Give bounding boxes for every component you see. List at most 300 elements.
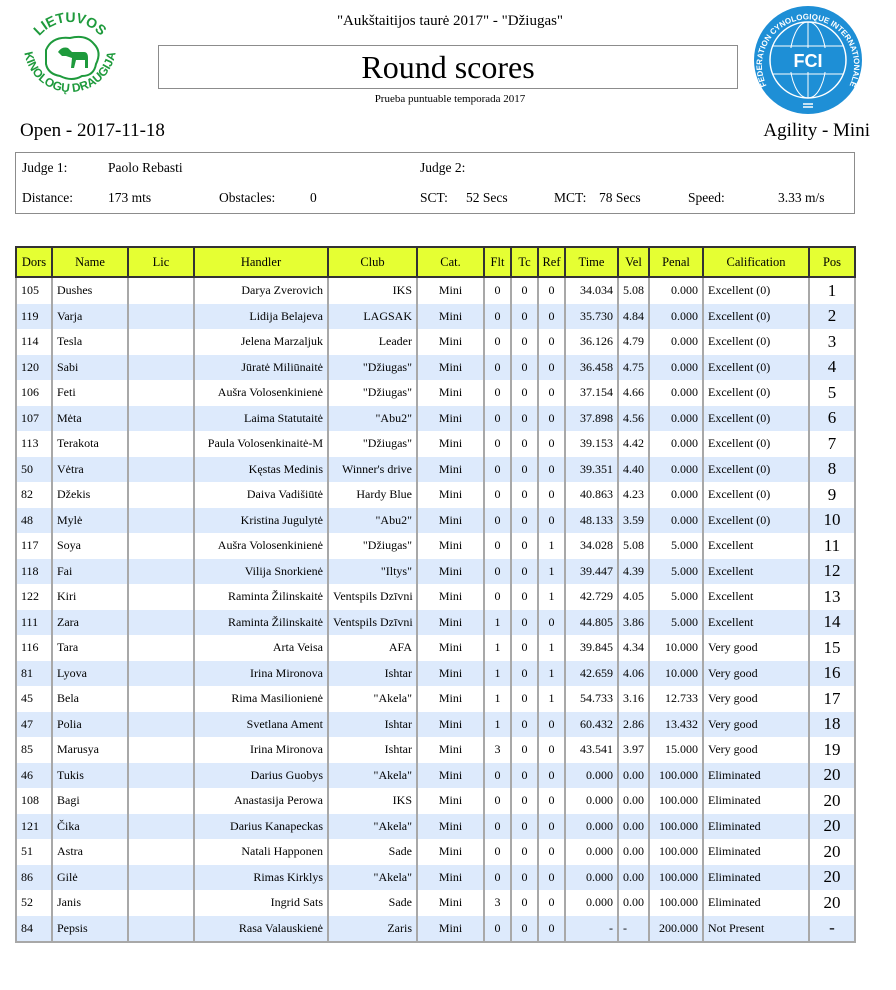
cell-handler: Arta Veisa <box>194 635 328 661</box>
cell-club: Sade <box>328 839 417 865</box>
cell-name: Marusya <box>52 737 128 763</box>
cell-flt: 0 <box>484 763 511 789</box>
cell-flt: 0 <box>484 865 511 891</box>
cell-club: Ventspils Dzīvni <box>328 610 417 636</box>
cell-calification: Excellent (0) <box>703 380 809 406</box>
cell-handler: Anastasija Perowa <box>194 788 328 814</box>
cell-vel: 2.86 <box>618 712 649 738</box>
column-header-time: Time <box>565 247 618 277</box>
cell-time: 37.154 <box>565 380 618 406</box>
cell-penal: 100.000 <box>649 839 703 865</box>
cell-handler: Vilija Snorkienė <box>194 559 328 585</box>
cell-ref: 0 <box>538 890 565 916</box>
cell-ref: 1 <box>538 584 565 610</box>
cell-time: 0.000 <box>565 890 618 916</box>
cell-cat: Mini <box>417 431 484 457</box>
cell-calification: Excellent (0) <box>703 329 809 355</box>
cell-tc: 0 <box>511 635 538 661</box>
cell-calification: Very good <box>703 686 809 712</box>
cell-time: 39.351 <box>565 457 618 483</box>
cell-flt: 0 <box>484 380 511 406</box>
cell-calification: Eliminated <box>703 839 809 865</box>
cell-lic <box>128 610 194 636</box>
mct-value: 78 Secs <box>599 190 641 205</box>
cell-lic <box>128 814 194 840</box>
sct-value: 52 Secs <box>466 190 508 205</box>
cell-name: Soya <box>52 533 128 559</box>
distance-label: Distance: <box>22 190 73 205</box>
obstacles-value: 0 <box>310 190 317 205</box>
cell-ref: 0 <box>538 788 565 814</box>
cell-pos: 7 <box>809 431 855 457</box>
cell-flt: 0 <box>484 916 511 943</box>
cell-dors: 107 <box>16 406 52 432</box>
cell-pos: 9 <box>809 482 855 508</box>
cell-calification: Excellent (0) <box>703 431 809 457</box>
cell-lic <box>128 890 194 916</box>
cell-cat: Mini <box>417 355 484 381</box>
cell-club: Ishtar <box>328 712 417 738</box>
cell-vel: 0.00 <box>618 814 649 840</box>
cell-vel: 0.00 <box>618 788 649 814</box>
cell-ref: 0 <box>538 406 565 432</box>
cell-cat: Mini <box>417 661 484 687</box>
cell-handler: Rimas Kirklys <box>194 865 328 891</box>
column-header-flt: Flt <box>484 247 511 277</box>
cell-dors: 116 <box>16 635 52 661</box>
cell-vel: 3.97 <box>618 737 649 763</box>
cell-club: Ishtar <box>328 661 417 687</box>
cell-flt: 1 <box>484 712 511 738</box>
cell-penal: 0.000 <box>649 457 703 483</box>
round-info-panel <box>15 152 855 214</box>
cell-calification: Not Present <box>703 916 809 943</box>
cell-name: Gilė <box>52 865 128 891</box>
table-row <box>16 814 855 840</box>
cell-tc: 0 <box>511 788 538 814</box>
table-row <box>16 737 855 763</box>
table-row <box>16 457 855 483</box>
cell-handler: Irina Mironova <box>194 737 328 763</box>
table-row <box>16 839 855 865</box>
cell-dors: 48 <box>16 508 52 534</box>
cell-time: 54.733 <box>565 686 618 712</box>
cell-lic <box>128 763 194 789</box>
cell-time: 0.000 <box>565 763 618 789</box>
cell-tc: 0 <box>511 277 538 304</box>
cell-cat: Mini <box>417 380 484 406</box>
cell-handler: Kęstas Medinis <box>194 457 328 483</box>
cell-club: "Akela" <box>328 686 417 712</box>
discipline: Agility - Mini <box>763 120 870 141</box>
cell-vel: 0.00 <box>618 865 649 891</box>
cell-penal: 0.000 <box>649 508 703 534</box>
column-header-name: Name <box>52 247 128 277</box>
results-table <box>15 246 856 943</box>
table-row <box>16 559 855 585</box>
cell-calification: Excellent (0) <box>703 304 809 330</box>
cell-cat: Mini <box>417 839 484 865</box>
cell-penal: 5.000 <box>649 533 703 559</box>
cell-tc: 0 <box>511 610 538 636</box>
cell-time: 42.729 <box>565 584 618 610</box>
cell-ref: 0 <box>538 482 565 508</box>
cell-time: 0.000 <box>565 814 618 840</box>
cell-calification: Eliminated <box>703 788 809 814</box>
cell-name: Mylė <box>52 508 128 534</box>
cell-vel: 0.00 <box>618 763 649 789</box>
table-row <box>16 277 855 304</box>
cell-ref: 0 <box>538 457 565 483</box>
cell-dors: 47 <box>16 712 52 738</box>
cell-dors: 81 <box>16 661 52 687</box>
cell-penal: 200.000 <box>649 916 703 943</box>
cell-lic <box>128 559 194 585</box>
cell-flt: 0 <box>484 304 511 330</box>
cell-cat: Mini <box>417 737 484 763</box>
cell-vel: 4.84 <box>618 304 649 330</box>
table-row <box>16 482 855 508</box>
cell-ref: 0 <box>538 610 565 636</box>
judge1-label: Judge 1: <box>22 160 68 175</box>
cell-dors: 113 <box>16 431 52 457</box>
cell-pos: 15 <box>809 635 855 661</box>
cell-cat: Mini <box>417 916 484 943</box>
cell-calification: Eliminated <box>703 865 809 891</box>
page-subtitle: Prueba puntuable temporada 2017 <box>374 93 526 105</box>
cell-handler: Darius Guobys <box>194 763 328 789</box>
cell-pos: 1 <box>809 277 855 304</box>
cell-calification: Very good <box>703 712 809 738</box>
cell-club: Leader <box>328 329 417 355</box>
cell-pos: 16 <box>809 661 855 687</box>
cell-club: Hardy Blue <box>328 482 417 508</box>
column-header-club: Club <box>328 247 417 277</box>
cell-club: Ishtar <box>328 737 417 763</box>
cell-club: "Akela" <box>328 814 417 840</box>
cell-name: Mėta <box>52 406 128 432</box>
cell-penal: 13.432 <box>649 712 703 738</box>
cell-flt: 3 <box>484 737 511 763</box>
cell-lic <box>128 686 194 712</box>
cell-penal: 0.000 <box>649 277 703 304</box>
cell-club: IKS <box>328 788 417 814</box>
cell-ref: 1 <box>538 635 565 661</box>
cell-penal: 15.000 <box>649 737 703 763</box>
cell-dors: 105 <box>16 277 52 304</box>
cell-penal: 100.000 <box>649 865 703 891</box>
cell-name: Fai <box>52 559 128 585</box>
table-row <box>16 686 855 712</box>
cell-lic <box>128 916 194 943</box>
cell-lic <box>128 788 194 814</box>
cell-name: Feti <box>52 380 128 406</box>
cell-flt: 0 <box>484 277 511 304</box>
cell-penal: 5.000 <box>649 610 703 636</box>
cell-pos: 2 <box>809 304 855 330</box>
column-header-ref: Ref <box>538 247 565 277</box>
cell-name: Džekis <box>52 482 128 508</box>
cell-cat: Mini <box>417 406 484 432</box>
cell-dors: 120 <box>16 355 52 381</box>
cell-dors: 122 <box>16 584 52 610</box>
cell-calification: Excellent <box>703 533 809 559</box>
cell-cat: Mini <box>417 508 484 534</box>
cell-dors: 50 <box>16 457 52 483</box>
cell-tc: 0 <box>511 380 538 406</box>
cell-dors: 108 <box>16 788 52 814</box>
table-row <box>16 406 855 432</box>
cell-pos: 17 <box>809 686 855 712</box>
cell-vel: 4.05 <box>618 584 649 610</box>
event-title: "Aukštaitijos taurė 2017" - "Džiugas" <box>336 13 564 29</box>
cell-ref: 0 <box>538 329 565 355</box>
cell-flt: 0 <box>484 788 511 814</box>
cell-penal: 0.000 <box>649 431 703 457</box>
cell-flt: 1 <box>484 686 511 712</box>
cell-cat: Mini <box>417 788 484 814</box>
cell-ref: 0 <box>538 304 565 330</box>
cell-pos: 14 <box>809 610 855 636</box>
cell-vel: 4.39 <box>618 559 649 585</box>
cell-cat: Mini <box>417 610 484 636</box>
cell-pos: 13 <box>809 584 855 610</box>
table-row <box>16 712 855 738</box>
cell-tc: 0 <box>511 763 538 789</box>
cell-lic <box>128 277 194 304</box>
cell-flt: 3 <box>484 890 511 916</box>
cell-tc: 0 <box>511 839 538 865</box>
cell-handler: Paula Volosenkinaitė-M <box>194 431 328 457</box>
cell-dors: 117 <box>16 533 52 559</box>
cell-tc: 0 <box>511 559 538 585</box>
round-info: Open - 2017-11-18 <box>20 120 165 141</box>
cell-dors: 111 <box>16 610 52 636</box>
cell-pos: 20 <box>809 865 855 891</box>
cell-name: Janis <box>52 890 128 916</box>
cell-time: 39.153 <box>565 431 618 457</box>
cell-vel: 4.79 <box>618 329 649 355</box>
column-header-pos: Pos <box>809 247 855 277</box>
cell-club: LAGSAK <box>328 304 417 330</box>
cell-tc: 0 <box>511 916 538 943</box>
cell-club: Sade <box>328 890 417 916</box>
cell-tc: 0 <box>511 304 538 330</box>
cell-handler: Irina Mironova <box>194 661 328 687</box>
cell-calification: Very good <box>703 635 809 661</box>
cell-tc: 0 <box>511 584 538 610</box>
cell-lic <box>128 482 194 508</box>
cell-penal: 0.000 <box>649 329 703 355</box>
lkd-dog-logo <box>16 6 124 110</box>
cell-ref: 0 <box>538 508 565 534</box>
cell-time: 43.541 <box>565 737 618 763</box>
cell-flt: 0 <box>484 457 511 483</box>
cell-handler: Aušra Volosenkinienė <box>194 533 328 559</box>
cell-flt: 0 <box>484 482 511 508</box>
cell-penal: 5.000 <box>649 584 703 610</box>
cell-flt: 0 <box>484 431 511 457</box>
cell-tc: 0 <box>511 482 538 508</box>
fci-globe-logo <box>752 4 864 116</box>
cell-name: Astra <box>52 839 128 865</box>
cell-club: "Džiugas" <box>328 533 417 559</box>
cell-lic <box>128 508 194 534</box>
cell-ref: 1 <box>538 661 565 687</box>
cell-handler: Kristina Jugulytė <box>194 508 328 534</box>
cell-lic <box>128 431 194 457</box>
cell-lic <box>128 304 194 330</box>
cell-time: - <box>565 916 618 943</box>
cell-handler: Laima Statutaitė <box>194 406 328 432</box>
cell-flt: 0 <box>484 329 511 355</box>
cell-vel: 4.42 <box>618 431 649 457</box>
cell-flt: 0 <box>484 814 511 840</box>
cell-pos: 20 <box>809 890 855 916</box>
cell-lic <box>128 329 194 355</box>
column-header-dors: Dors <box>16 247 52 277</box>
table-row <box>16 788 855 814</box>
cell-name: Čika <box>52 814 128 840</box>
cell-club: Ventspils Dzīvni <box>328 584 417 610</box>
cell-tc: 0 <box>511 457 538 483</box>
cell-pos: 11 <box>809 533 855 559</box>
cell-calification: Excellent (0) <box>703 406 809 432</box>
cell-name: Polia <box>52 712 128 738</box>
judge1-value: Paolo Rebasti <box>108 160 183 175</box>
cell-cat: Mini <box>417 457 484 483</box>
cell-calification: Excellent (0) <box>703 355 809 381</box>
cell-pos: 20 <box>809 788 855 814</box>
cell-lic <box>128 380 194 406</box>
column-header-tc: Tc <box>511 247 538 277</box>
cell-handler: Jelena Marzaljuk <box>194 329 328 355</box>
cell-name: Varja <box>52 304 128 330</box>
cell-lic <box>128 533 194 559</box>
cell-tc: 0 <box>511 329 538 355</box>
cell-lic <box>128 865 194 891</box>
cell-name: Tukis <box>52 763 128 789</box>
cell-vel: 0.00 <box>618 890 649 916</box>
cell-time: 37.898 <box>565 406 618 432</box>
table-row <box>16 329 855 355</box>
table-row <box>16 380 855 406</box>
cell-pos: 20 <box>809 814 855 840</box>
cell-dors: 121 <box>16 814 52 840</box>
cell-ref: 0 <box>538 380 565 406</box>
cell-club: Winner's drive <box>328 457 417 483</box>
cell-time: 35.730 <box>565 304 618 330</box>
cell-vel: 5.08 <box>618 277 649 304</box>
cell-ref: 0 <box>538 355 565 381</box>
cell-calification: Eliminated <box>703 814 809 840</box>
cell-calification: Excellent <box>703 559 809 585</box>
cell-penal: 0.000 <box>649 406 703 432</box>
svg-text:LIETUVOS <box>30 9 110 38</box>
fci-ring-text: FEDERATION CYNOLOGIQUE INTERNATIONALE <box>754 12 862 89</box>
cell-penal: 10.000 <box>649 635 703 661</box>
cell-lic <box>128 584 194 610</box>
cell-club: "Abu2" <box>328 406 417 432</box>
cell-flt: 1 <box>484 635 511 661</box>
cell-penal: 10.000 <box>649 661 703 687</box>
cell-name: Tara <box>52 635 128 661</box>
cell-cat: Mini <box>417 482 484 508</box>
cell-handler: Daiva Vadišiūtė <box>194 482 328 508</box>
cell-club: "Iltys" <box>328 559 417 585</box>
cell-cat: Mini <box>417 559 484 585</box>
cell-vel: 4.66 <box>618 380 649 406</box>
cell-calification: Eliminated <box>703 763 809 789</box>
cell-calification: Excellent (0) <box>703 482 809 508</box>
cell-name: Sabi <box>52 355 128 381</box>
cell-vel: 3.59 <box>618 508 649 534</box>
cell-penal: 0.000 <box>649 380 703 406</box>
cell-dors: 51 <box>16 839 52 865</box>
cell-cat: Mini <box>417 533 484 559</box>
distance-value: 173 mts <box>108 190 152 205</box>
column-header-vel: Vel <box>618 247 649 277</box>
cell-handler: Svetlana Ament <box>194 712 328 738</box>
cell-cat: Mini <box>417 277 484 304</box>
cell-handler: Lidija Belajeva <box>194 304 328 330</box>
cell-tc: 0 <box>511 814 538 840</box>
cell-ref: 0 <box>538 277 565 304</box>
column-header-handler: Handler <box>194 247 328 277</box>
cell-tc: 0 <box>511 508 538 534</box>
cell-vel: 4.56 <box>618 406 649 432</box>
cell-time: 0.000 <box>565 788 618 814</box>
cell-lic <box>128 457 194 483</box>
cell-calification: Very good <box>703 661 809 687</box>
cell-club: "Džiugas" <box>328 431 417 457</box>
cell-name: Vėtra <box>52 457 128 483</box>
cell-time: 34.034 <box>565 277 618 304</box>
cell-name: Terakota <box>52 431 128 457</box>
cell-flt: 0 <box>484 839 511 865</box>
cell-lic <box>128 737 194 763</box>
cell-lic <box>128 355 194 381</box>
cell-name: Dushes <box>52 277 128 304</box>
cell-club: IKS <box>328 277 417 304</box>
cell-name: Lyova <box>52 661 128 687</box>
cell-pos: 10 <box>809 508 855 534</box>
cell-vel: 4.06 <box>618 661 649 687</box>
cell-penal: 0.000 <box>649 482 703 508</box>
cell-lic <box>128 839 194 865</box>
table-row <box>16 508 855 534</box>
cell-calification: Excellent (0) <box>703 457 809 483</box>
cell-calification: Excellent <box>703 610 809 636</box>
cell-penal: 100.000 <box>649 788 703 814</box>
cell-vel: 4.34 <box>618 635 649 661</box>
cell-time: 36.126 <box>565 329 618 355</box>
cell-time: 34.028 <box>565 533 618 559</box>
cell-dors: 118 <box>16 559 52 585</box>
cell-tc: 0 <box>511 890 538 916</box>
cell-tc: 0 <box>511 406 538 432</box>
cell-name: Bagi <box>52 788 128 814</box>
cell-handler: Aušra Volosenkinienė <box>194 380 328 406</box>
obstacles-label: Obstacles: <box>219 190 276 205</box>
cell-time: 39.447 <box>565 559 618 585</box>
cell-cat: Mini <box>417 865 484 891</box>
cell-dors: 86 <box>16 865 52 891</box>
cell-dors: 52 <box>16 890 52 916</box>
cell-vel: 0.00 <box>618 839 649 865</box>
cell-club: "Džiugas" <box>328 380 417 406</box>
cell-handler: Darius Kanapeckas <box>194 814 328 840</box>
